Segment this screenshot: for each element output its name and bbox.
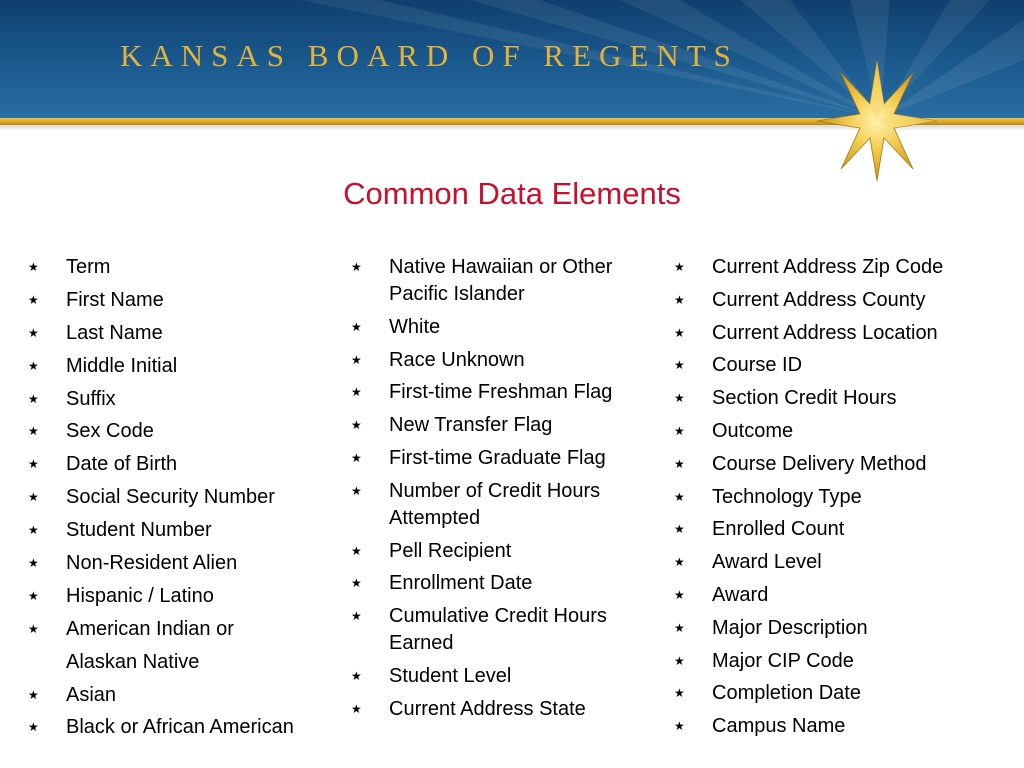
star-bullet-icon: ★ (351, 418, 362, 433)
list-item: ★ Pell Recipient (351, 538, 656, 565)
star-bullet-icon: ★ (351, 483, 362, 498)
list-item: ★ Black or African American (28, 714, 333, 741)
star-bullet-icon: ★ (674, 260, 685, 274)
list-item: ★ Major Description (674, 615, 994, 642)
list-item: ★ Completion Date (674, 680, 994, 707)
star-bullet-icon: ★ (28, 588, 39, 603)
star-bullet-icon: ★ (28, 457, 39, 472)
list-item: ★ Suffix (28, 386, 333, 413)
star-bullet-icon: ★ (674, 587, 685, 602)
star-bullet-icon: ★ (351, 701, 362, 716)
star-bullet-icon: ★ (28, 523, 39, 538)
data-elements-column-1 (28, 254, 333, 747)
list-item: ★ Award Level (674, 549, 994, 576)
list-item: ★ Course ID (674, 352, 994, 379)
data-elements-column-3 (674, 254, 994, 746)
list-item: ★ Outcome (674, 418, 994, 445)
star-bullet-icon: ★ (28, 490, 39, 505)
star-bullet-icon: ★ (674, 489, 685, 504)
list-item: ★ Current Address Zip Code (674, 254, 994, 281)
star-bullet-icon: ★ (28, 556, 39, 571)
star-bullet-icon: ★ (28, 720, 39, 735)
list-item: ★ First-time Graduate Flag (351, 445, 656, 472)
star-bullet-icon: ★ (674, 686, 685, 701)
star-bullet-icon: ★ (674, 423, 685, 438)
list-item: ★ Student Number (28, 517, 333, 544)
list-item: ★ Sex Code (28, 418, 333, 445)
star-bullet-icon: ★ (351, 450, 362, 465)
list-item: ★ American Indian or (28, 616, 333, 643)
list-item: ★ Current Address State (351, 696, 656, 723)
star-bullet-icon: ★ (351, 260, 362, 274)
list-item: ★ Campus Name (674, 713, 994, 740)
star-bullet-icon: ★ (28, 292, 39, 307)
list-item: ★ Enrollment Date (351, 570, 656, 597)
star-bullet-icon: ★ (351, 576, 362, 591)
star-bullet-icon: ★ (674, 456, 685, 471)
data-elements-column-2 (351, 254, 656, 729)
organization-name: KANSAS BOARD OF REGENTS (120, 38, 739, 73)
list-item: ★ First Name (28, 287, 333, 314)
star-bullet-icon: ★ (674, 719, 685, 734)
list-item: ★ Asian (28, 682, 333, 709)
star-bullet-icon: ★ (28, 325, 39, 340)
list-item: ★ Middle Initial (28, 353, 333, 380)
list-item: ★ Non-Resident Alien (28, 550, 333, 577)
star-bullet-icon: ★ (674, 555, 685, 570)
list-item: ★ Student Level (351, 663, 656, 690)
list-item: ★ Cumulative Credit Hours Earned (351, 605, 607, 655)
star-bullet-icon: ★ (674, 653, 685, 668)
list-item: ★ Current Address County (674, 287, 994, 314)
list-item: ★ First-time Freshman Flag (351, 379, 656, 406)
list-item: ★ Number of Credit Hours Attempted (351, 479, 601, 529)
compass-star-logo (812, 56, 942, 186)
star-bullet-icon: ★ (28, 391, 39, 406)
list-item: ★ White (351, 314, 656, 341)
star-bullet-icon: ★ (28, 260, 39, 274)
list-item: ★ Race Unknown (351, 347, 656, 374)
list-item: ★ Date of Birth (28, 451, 333, 478)
list-item-continuation: Alaskan Native (66, 650, 200, 673)
list-item: ★ Major CIP Code (674, 648, 994, 675)
star-bullet-icon: ★ (351, 668, 362, 683)
list-item: ★ Enrolled Count (674, 516, 994, 543)
star-bullet-icon: ★ (28, 424, 39, 439)
list-item: ★ Current Address Location (674, 320, 994, 347)
list-item: ★ Native Hawaiian or Other Pacific Islander (351, 256, 613, 305)
list-item: ★ Term (28, 254, 333, 281)
star-bullet-icon: ★ (674, 522, 685, 537)
star-bullet-icon: ★ (674, 292, 685, 307)
star-bullet-icon: ★ (351, 385, 362, 400)
list-item: ★ Social Security Number (28, 484, 333, 511)
star-bullet-icon: ★ (674, 358, 685, 373)
star-bullet-icon: ★ (674, 620, 685, 635)
star-bullet-icon: ★ (28, 621, 39, 636)
star-bullet-icon: ★ (351, 319, 362, 334)
star-bullet-icon: ★ (28, 358, 39, 373)
list-item: ★ Technology Type (674, 484, 994, 511)
star-bullet-icon: ★ (351, 609, 362, 624)
list-item: ★ Award (674, 582, 994, 609)
list-item: ★ Course Delivery Method (674, 451, 994, 478)
list-item: ★ Section Credit Hours (674, 385, 994, 412)
list-item: ★ New Transfer Flag (351, 412, 656, 439)
list-item: ★ Hispanic / Latino (28, 583, 333, 610)
star-bullet-icon: ★ (28, 687, 39, 702)
slide-title: Common Data Elements (343, 176, 681, 211)
star-bullet-icon: ★ (351, 543, 362, 558)
star-bullet-icon: ★ (674, 391, 685, 406)
star-bullet-icon: ★ (351, 352, 362, 367)
list-item: ★ Last Name (28, 320, 333, 347)
star-bullet-icon: ★ (674, 325, 685, 340)
